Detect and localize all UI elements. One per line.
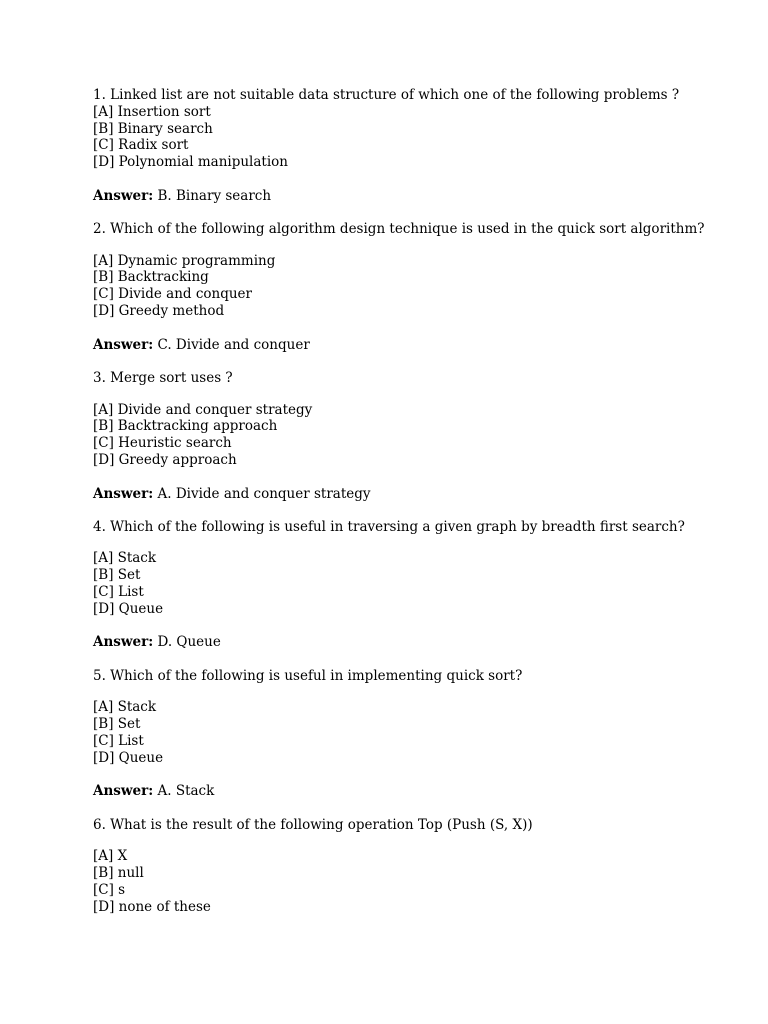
question-block-2	[93, 221, 713, 370]
question-text: 2. Which of the following algorithm design technique is used in the quick sort algorithm?	[93, 221, 705, 238]
question-text: 5. Which of the following is useful in implementing quick sort?	[93, 668, 523, 684]
answer-label: Answer:	[93, 485, 154, 502]
question-text: 6. What is the result of the following operation Top (Push (S, X))	[93, 816, 533, 833]
answer-text: A. Stack	[157, 783, 215, 800]
answer-text: D. Queue	[157, 634, 221, 651]
option-a: [A] Stack	[93, 550, 157, 567]
answer-line	[93, 634, 713, 651]
answer-label: Answer:	[93, 634, 154, 651]
answer-label: Answer:	[93, 187, 154, 204]
option-a: [A] Stack	[93, 699, 157, 716]
answer-line	[93, 783, 713, 800]
answer-label: Answer:	[93, 336, 154, 353]
option-b: [B] Backtracking	[93, 269, 209, 286]
answer-text: B. Binary search	[157, 187, 272, 204]
option-b: [B] Binary search	[93, 120, 213, 137]
answer-line	[93, 337, 713, 354]
option-c: [C] Radix sort	[93, 137, 189, 154]
question-text: 1. Linked list are not suitable data structure of which one of the following problems ?	[93, 87, 680, 103]
option-b: [B] Set	[93, 567, 141, 584]
question-block-6	[93, 817, 713, 915]
answer-label: Answer:	[93, 783, 154, 800]
option-b: [B] Backtracking approach	[93, 418, 278, 435]
answer-text: A. Divide and conquer strategy	[157, 485, 371, 502]
option-a: [A] X	[93, 848, 128, 865]
option-d: [D] Queue	[93, 600, 164, 617]
question-text: 4. Which of the following is useful in traversing a given graph by breadth first search?	[93, 519, 685, 536]
option-a: [A] Divide and conquer strategy	[93, 401, 313, 418]
question-block-1	[93, 87, 713, 221]
question-text: 3. Merge sort uses ?	[93, 370, 233, 387]
option-d: [D] Greedy approach	[93, 451, 237, 468]
option-a: [A] Dynamic programming	[93, 252, 276, 269]
option-b: [B] Set	[93, 716, 141, 733]
option-d: [D] none of these	[93, 898, 211, 915]
option-c: [C] List	[93, 584, 144, 601]
question-block-5	[93, 668, 713, 817]
option-c: [C] List	[93, 732, 144, 749]
option-b: [B] null	[93, 864, 144, 881]
answer-line	[93, 486, 713, 503]
option-c: [C] Divide and conquer	[93, 286, 253, 303]
option-d: [D] Greedy method	[93, 303, 225, 320]
option-c: [C] Heuristic search	[93, 435, 232, 452]
quiz-content	[93, 87, 713, 915]
answer-line	[93, 188, 713, 205]
question-block-4	[93, 519, 713, 668]
option-d: [D] Polynomial manipulation	[93, 154, 288, 171]
question-block-3	[93, 370, 713, 519]
option-c: [C] s	[93, 881, 126, 898]
option-a: [A] Insertion sort	[93, 103, 211, 120]
option-d: [D] Queue	[93, 749, 164, 766]
answer-text: C. Divide and conquer	[157, 336, 310, 353]
